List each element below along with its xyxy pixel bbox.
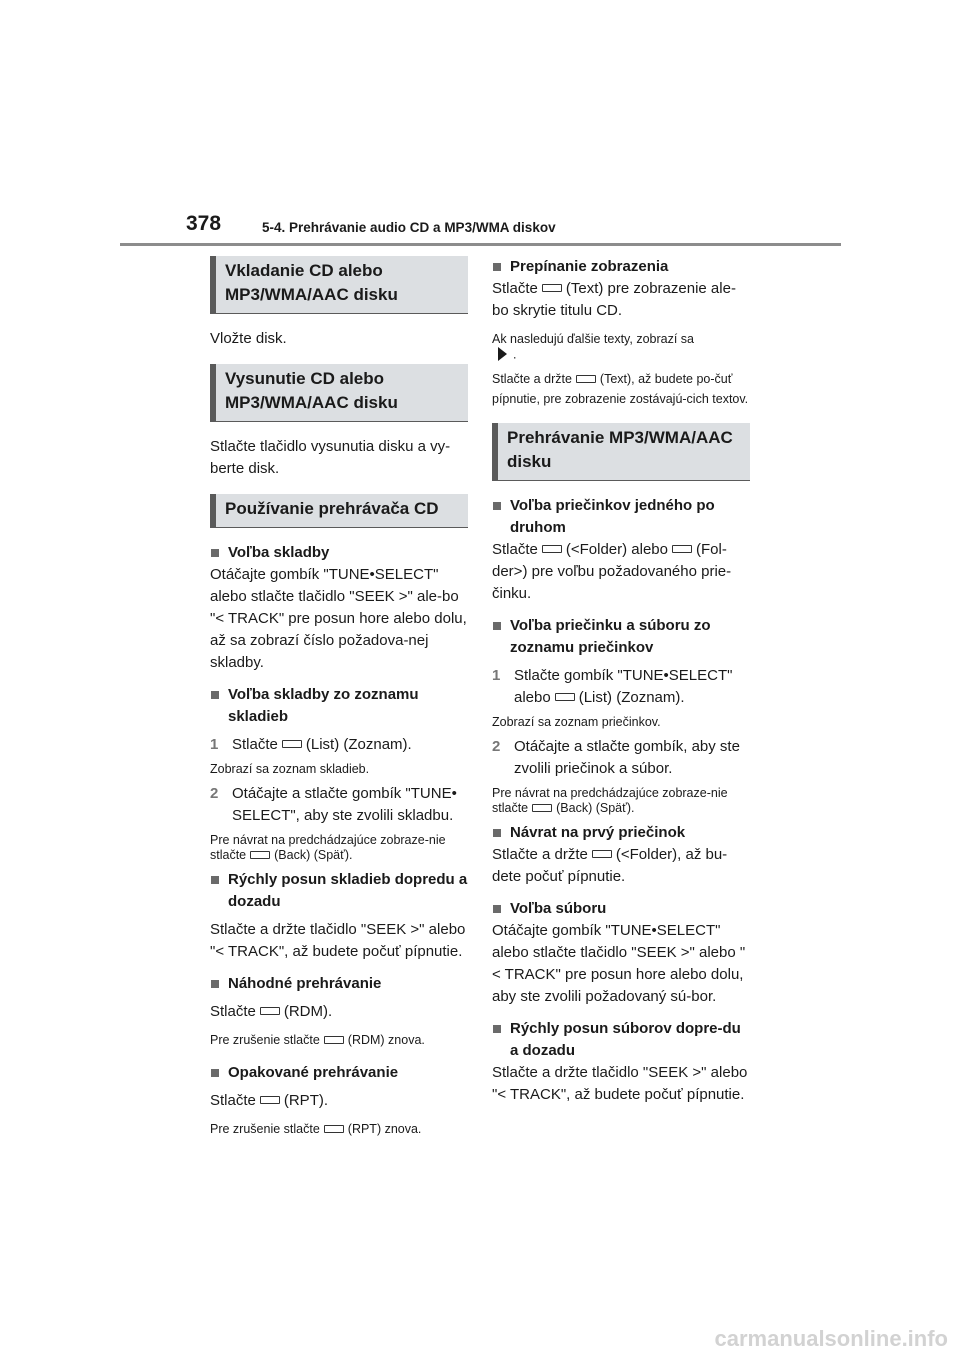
repeat-text: [210, 1090, 468, 1112]
text: (Fol-der>) pre voľbu požadovaného prie-činku.: [492, 541, 732, 602]
subheading-display-switch: [492, 256, 750, 278]
subheading-text: Opakované prehrávanie: [228, 1064, 399, 1081]
rdm-button-icon: [260, 1007, 280, 1015]
bullet-square-icon: [493, 622, 501, 630]
subheading-text: Náhodné prehrávanie: [228, 975, 382, 992]
bullet-square-icon: [211, 691, 219, 699]
file-select-text: Otáčajte gombík "TUNE•SELECT" alebo stlačte tlačidlo "SEEK >" alebo "< TRACK" pre posun hore alebo dolu, aby ste zvolili požadovaný sú-bor.: [492, 922, 746, 1005]
note: [492, 786, 750, 816]
bullet-square-icon: [493, 263, 501, 271]
subheading-random: [210, 973, 468, 995]
step-number: 2: [210, 785, 219, 802]
note: [492, 332, 750, 363]
subheading-text: Voľba priečinku a súboru zo zoznamu priečinkov: [510, 617, 711, 656]
subheading-folder-select: [492, 495, 750, 539]
step-text: Otáčajte a stlačte gombík "TUNE• SELECT", aby ste zvolili skladbu.: [232, 785, 457, 824]
text: Stlačte a držte: [492, 846, 588, 863]
step-text: Otáčajte a stlačte gombík, aby ste zvolili priečinok a súbor.: [514, 738, 740, 777]
bullet-square-icon: [493, 905, 501, 913]
note-text: (Back) (Späť).: [556, 801, 635, 815]
insert-disc-text: Vložte disk.: [210, 330, 287, 347]
bullet-square-icon: [493, 829, 501, 837]
step-text: Stlačte gombík "TUNE•SELECT" alebo: [514, 667, 733, 706]
text: Stlačte: [492, 541, 538, 558]
random-text: [210, 1001, 468, 1023]
subheading-track-list: [210, 684, 468, 728]
first-folder-text: [492, 844, 750, 888]
step-number: 2: [492, 738, 501, 755]
bullet-square-icon: [493, 502, 501, 510]
step-text: Stlačte: [232, 736, 278, 753]
text: (<Folder) alebo: [565, 541, 668, 558]
subheading-text: Voľba skladby: [228, 544, 330, 561]
note-text: Pre zrušenie stlačte: [210, 1033, 320, 1047]
subheading-first-folder: [492, 822, 750, 844]
subheading-repeat: [210, 1062, 468, 1084]
note-text: (Back) (Späť).: [274, 848, 353, 862]
step-2: [492, 736, 750, 780]
rpt-button-icon: [260, 1096, 280, 1104]
text: (RDM).: [283, 1003, 333, 1020]
track-select-text: Otáčajte gombík "TUNE•SELECT" alebo stlačte tlačidlo "SEEK >" ale-bo "< TRACK" pre posun hore alebo dolu, až sa zobrazí číslo požadova-nej skladby.: [210, 566, 467, 671]
note: [492, 369, 750, 409]
note-text: Pre zrušenie stlačte: [210, 1122, 320, 1136]
note: Zobrazí sa zoznam priečinkov.: [492, 715, 661, 729]
page-number: 378: [186, 212, 222, 235]
subheading-text: Rýchly posun skladieb dopredu a dozadu: [228, 871, 468, 910]
note-text: (RPT) znova.: [347, 1122, 422, 1136]
subheading-file-select: [492, 898, 750, 920]
subheading-text: Návrat na prvý priečinok: [510, 824, 686, 841]
subheading-text: Prepínanie zobrazenia: [510, 258, 669, 275]
text: Stlačte: [210, 1092, 256, 1109]
note-text: .: [513, 347, 517, 362]
watermark-logo: carmanualsonline.info: [714, 1326, 948, 1351]
subheading-track-select: [210, 542, 468, 564]
text: (RPT).: [283, 1092, 329, 1109]
step-2: [210, 783, 468, 827]
folder-prev-button-icon: [592, 850, 612, 858]
step-text: (List) (Zoznam).: [305, 736, 412, 753]
text: Stlačte: [492, 280, 538, 297]
right-column: [492, 256, 750, 1106]
note: Zobrazí sa zoznam skladieb.: [210, 762, 370, 776]
heading-mp3-playback: Prehrávanie MP3/WMA/AAC disku: [492, 423, 750, 481]
step-1: [210, 734, 468, 756]
subheading-text: Voľba skladby zo zoznamu skladieb: [228, 686, 419, 725]
folder-prev-button-icon: [542, 545, 562, 553]
subheading-fast-seek: [210, 869, 468, 913]
display-switch-text: [492, 278, 750, 322]
list-button-icon: [555, 693, 575, 701]
note: [210, 1122, 468, 1137]
bullet-square-icon: [211, 1069, 219, 1077]
bullet-square-icon: [211, 876, 219, 884]
note: [210, 1033, 468, 1048]
folder-next-button-icon: [672, 545, 692, 553]
list-button-icon: [282, 740, 302, 748]
subheading-text: Voľba súboru: [510, 900, 607, 917]
step-text: (List) (Zoznam).: [578, 689, 685, 706]
header-rule: [120, 243, 841, 246]
subheading-text: Voľba priečinkov jedného po druhom: [510, 497, 715, 536]
eject-disc-text: Stlačte tlačidlo vysunutia disku a vy-berte disk.: [210, 438, 451, 477]
subheading-text: Rýchly posun súborov dopre-du a dozadu: [510, 1020, 741, 1059]
note-text: Pre návrat na predchádzajúce zobraze-nie stlačte: [210, 833, 446, 862]
fast-seek-text: Stlačte a držte tlačidlo "SEEK >" alebo "< TRACK", až budete počuť pípnutie.: [210, 921, 466, 960]
step-number: 1: [492, 667, 501, 684]
heading-using-cd-player: Používanie prehrávača CD: [210, 494, 468, 528]
text: (Text) pre zobrazenie ale-bo skrytie titulu CD.: [492, 280, 736, 319]
text-button-icon: [576, 375, 596, 383]
heading-insert-disc: Vkladanie CD alebo MP3/WMA/AAC disku: [210, 256, 468, 314]
subheading-folder-list: [492, 615, 750, 659]
step-1: [492, 665, 750, 709]
text: (<Folder), až bu-dete počuť pípnutie.: [492, 846, 728, 885]
bullet-square-icon: [211, 549, 219, 557]
note-text: (Text), až budete po-čuť pípnutie, pre zobrazenie zostávajú-cich textov.: [492, 372, 749, 406]
section-title: 5-4. Prehrávanie audio CD a MP3/WMA diskov: [262, 220, 556, 235]
subheading-fast-file-seek: [492, 1018, 750, 1062]
note-text: Ak nasledujú ďalšie texty, zobrazí sa: [492, 332, 694, 346]
bullet-square-icon: [211, 980, 219, 988]
heading-eject-disc: Vysunutie CD alebo MP3/WMA/AAC disku: [210, 364, 468, 422]
text: Stlačte: [210, 1003, 256, 1020]
step-number: 1: [210, 736, 219, 753]
note-text: Pre návrat na predchádzajúce zobraze-nie stlačte: [492, 786, 728, 815]
fast-file-seek-text: Stlačte a držte tlačidlo "SEEK >" alebo "< TRACK", až budete počuť pípnutie.: [492, 1064, 748, 1103]
right-arrow-icon: [498, 347, 507, 361]
note: [210, 833, 468, 863]
left-column: [210, 256, 468, 1137]
bullet-square-icon: [493, 1025, 501, 1033]
back-button-icon: [532, 804, 552, 812]
note-text: Stlačte a držte: [492, 372, 572, 386]
rdm-button-icon: [324, 1036, 344, 1044]
note-text: (RDM) znova.: [347, 1033, 425, 1047]
text-button-icon: [542, 284, 562, 292]
folder-select-text: [492, 539, 750, 605]
rpt-button-icon: [324, 1125, 344, 1133]
back-button-icon: [250, 851, 270, 859]
